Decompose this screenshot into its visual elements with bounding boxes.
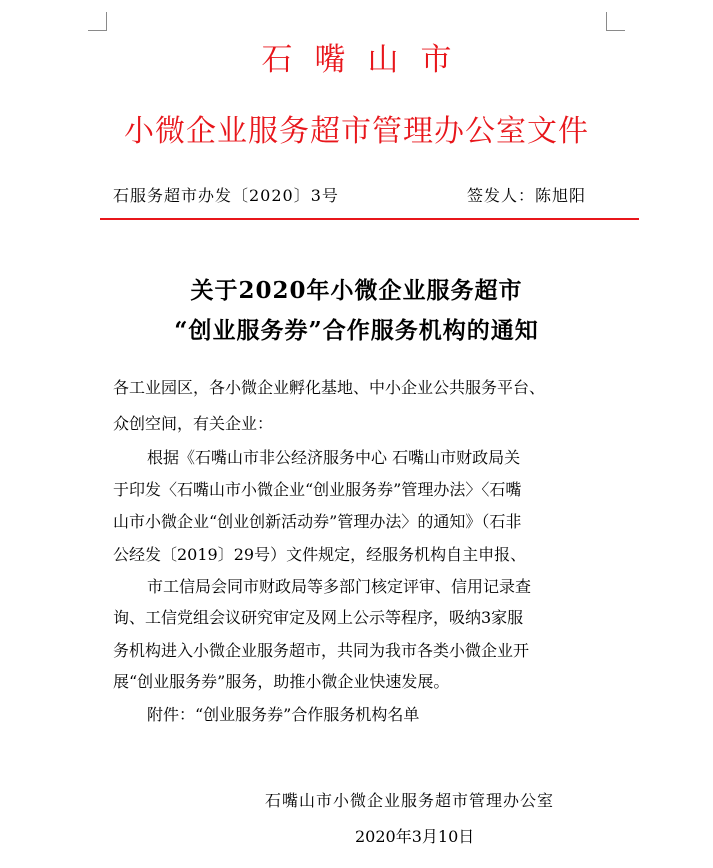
body-line: 山市小微企业“创业创新活动券”管理办法〉的通知》（石非 xyxy=(113,512,522,531)
notice-title-line-2: “创业服务券”合作服务机构的通知 xyxy=(174,317,539,344)
issuer-office-heading: 小微企业服务超市管理办公室文件 xyxy=(124,114,589,149)
notice-title-line-1: 关于2020年小微企业服务超市 xyxy=(190,277,523,304)
signature-office: 石嘴山市小微企业服务超市管理办公室 xyxy=(265,791,555,810)
body-line: 于印发〈石嘴山市小微企业“创业服务券”管理办法〉〈石嘴 xyxy=(113,480,522,499)
body-line: 众创空间，有关企业： xyxy=(113,414,274,433)
issuer-city-heading: 石嘴山市 xyxy=(261,42,474,78)
document-number: 石服务超市办发〔2020〕3号 xyxy=(113,186,339,205)
red-separator-rule xyxy=(100,218,639,220)
signer-line: 签发人：陈旭阳 xyxy=(467,186,587,205)
body-line: 务机构进入小微企业服务超市，共同为我市各类小微企业开 xyxy=(113,641,530,660)
body-line: 展“创业服务券”服务，助推小微企业快速发展。 xyxy=(113,672,450,691)
body-line: 询、工信党组会议研究审定及网上公示等程序，吸纳3家服 xyxy=(113,608,524,627)
crop-mark-top-right xyxy=(606,12,625,31)
body-line: 市工信局会同市财政局等多部门核定评审、信用记录查 xyxy=(147,577,532,596)
signature-date: 2020年3月10日 xyxy=(355,827,475,846)
body-line: 各工业园区，各小微企业孵化基地、中小企业公共服务平台、 xyxy=(113,378,546,397)
attachment-line: 附件：“创业服务券”合作服务机构名单 xyxy=(147,705,420,724)
body-line: 公经发〔2019〕29号）文件规定，经服务机构自主申报、 xyxy=(113,545,527,564)
body-line: 根据《石嘴山市非公经济服务中心 石嘴山市财政局关 xyxy=(147,448,521,467)
crop-mark-top-left xyxy=(88,12,107,31)
